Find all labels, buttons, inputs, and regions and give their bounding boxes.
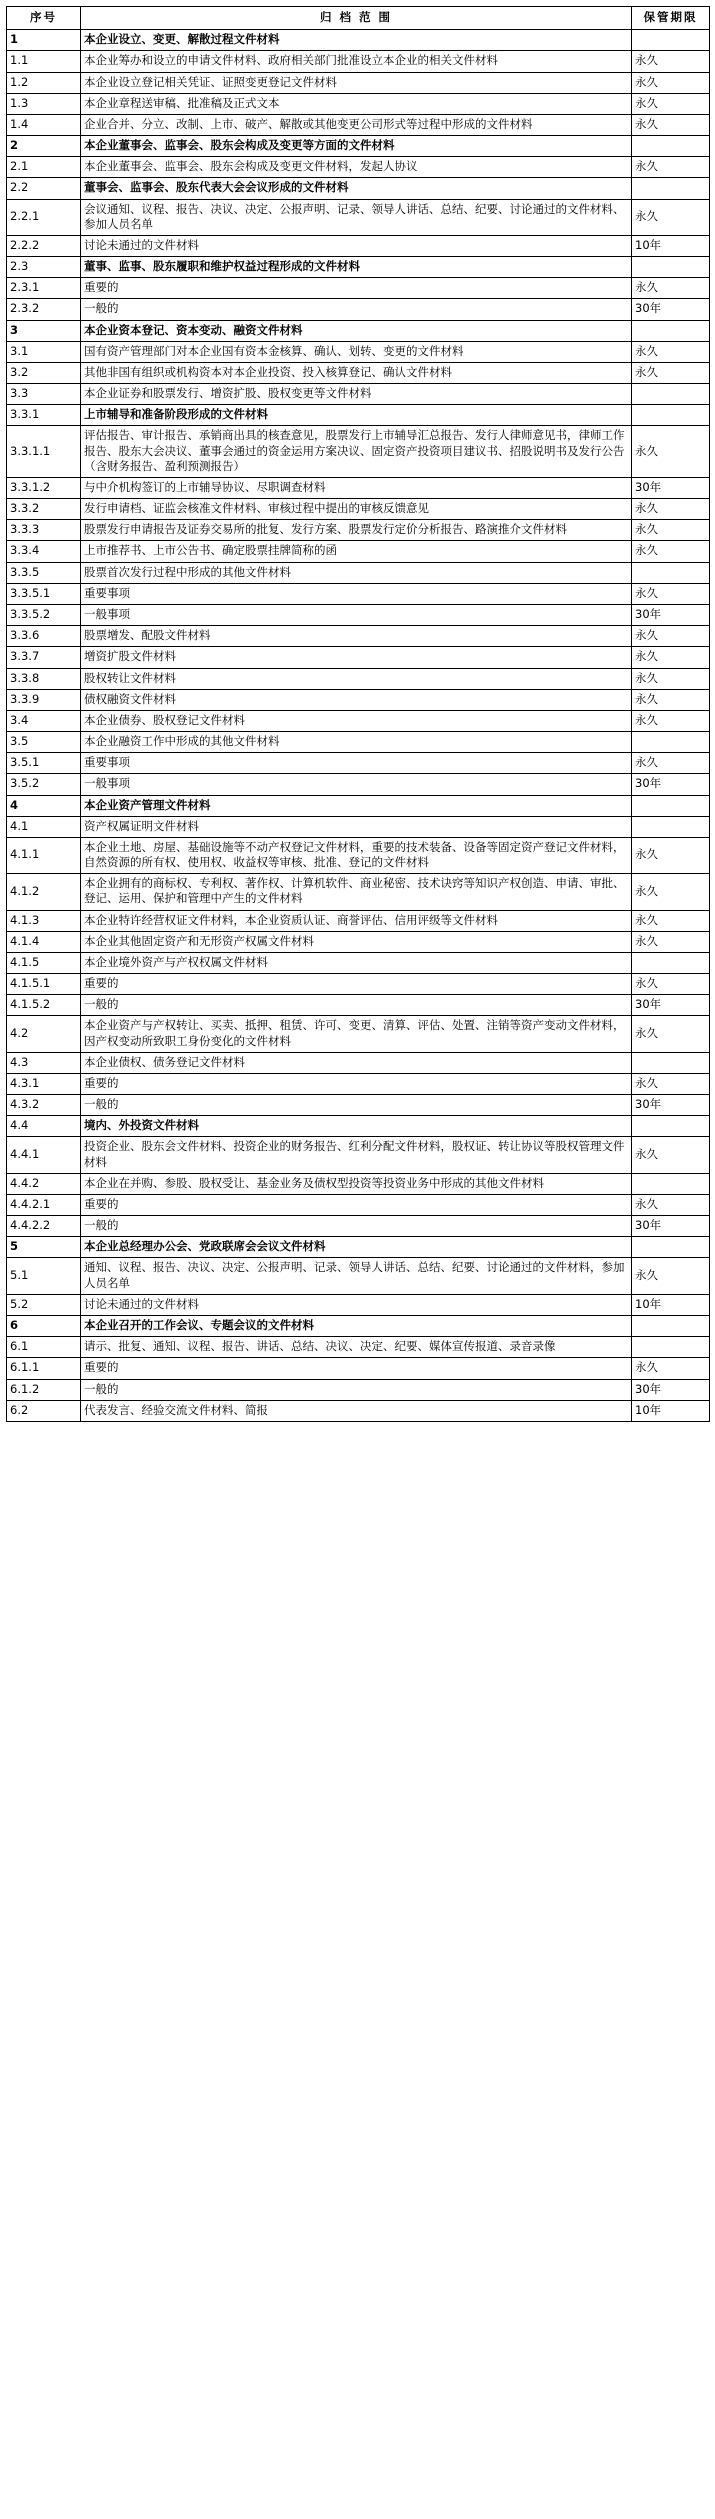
table-row [7,499,710,520]
cell-scope: 本企业资本登记、资本变动、融资文件材料 [81,320,632,341]
cell-scope: 境内、外投资文件材料 [81,1116,632,1137]
cell-scope: 一般的 [81,1379,632,1400]
cell-sequence: 4.2 [7,1016,81,1052]
table-header [7,7,710,30]
cell-sequence: 4.1.5.1 [7,974,81,995]
cell-scope: 董事、监事、股东履职和维护权益过程形成的文件材料 [81,257,632,278]
table-row [7,114,710,135]
cell-scope: 本企业董事会、监事会、股东会构成及变更文件材料，发起人协议 [81,157,632,178]
cell-retention-term: 永久 [632,93,710,114]
table-row [7,136,710,157]
cell-sequence: 4.4.2 [7,1173,81,1194]
table-row [7,710,710,731]
cell-scope: 请示、批复、通知、议程、报告、讲话、总结、决议、决定、纪要、媒体宣传报道、录音录像 [81,1337,632,1358]
cell-sequence: 3.3.1 [7,405,81,426]
cell-scope: 重要事项 [81,753,632,774]
cell-retention-term [632,1173,710,1194]
cell-sequence: 4.1 [7,816,81,837]
archive-scope-table [6,6,710,1422]
table-row [7,689,710,710]
cell-retention-term: 30年 [632,1216,710,1237]
cell-retention-term: 永久 [632,426,710,478]
cell-sequence: 1.1 [7,51,81,72]
cell-retention-term: 30年 [632,1379,710,1400]
cell-scope: 投资企业、股东会文件材料、投资企业的财务报告、红利分配文件材料，股权证、转让协议等股权管理文件材料 [81,1137,632,1173]
cell-retention-term [632,384,710,405]
table-row [7,1095,710,1116]
cell-retention-term: 永久 [632,710,710,731]
cell-retention-term: 永久 [632,753,710,774]
table-row [7,952,710,973]
table-row [7,257,710,278]
cell-sequence: 3.3.2 [7,499,81,520]
cell-retention-term: 永久 [632,1358,710,1379]
cell-scope: 国有资产管理部门对本企业国有资本金核算、确认、划转、变更的文件材料 [81,341,632,362]
cell-scope: 企业合并、分立、改制、上市、破产、解散或其他变更公司形式等过程中形成的文件材料 [81,114,632,135]
cell-scope: 本企业筹办和设立的申请文件材料、政府相关部门批准设立本企业的相关文件材料 [81,51,632,72]
cell-scope: 一般事项 [81,604,632,625]
cell-sequence: 6.2 [7,1400,81,1421]
cell-scope: 重要的 [81,1358,632,1379]
cell-scope: 股票发行申请报告及证券交易所的批复、发行方案、股票发行定价分析报告、路演推介文件材料 [81,520,632,541]
cell-retention-term: 永久 [632,583,710,604]
cell-sequence: 3.1 [7,341,81,362]
table-row [7,199,710,235]
table-row [7,341,710,362]
cell-retention-term: 10年 [632,1400,710,1421]
cell-retention-term: 10年 [632,1294,710,1315]
cell-retention-term: 永久 [632,974,710,995]
column-header-term: 保管期限 [632,7,710,30]
cell-scope: 资产权属证明文件材料 [81,816,632,837]
cell-scope: 通知、议程、报告、决议、决定、公报声明、记录、领导人讲话、总结、纪要、讨论通过的文件材料，参加人员名单 [81,1258,632,1294]
cell-scope: 本企业土地、房屋、基础设施等不动产权登记文件材料，重要的技术装备、设备等固定资产登记文件材料，自然资源的所有权、使用权、收益权等审核、批准、登记的文件材料 [81,837,632,873]
cell-retention-term [632,562,710,583]
table-row [7,1073,710,1094]
cell-scope: 增资扩股文件材料 [81,647,632,668]
cell-retention-term: 永久 [632,114,710,135]
cell-scope: 本企业在并购、参股、股权受让、基金业务及债权型投资等投资业务中形成的其他文件材料 [81,1173,632,1194]
table-row [7,178,710,199]
cell-sequence: 3.3.4 [7,541,81,562]
cell-retention-term: 永久 [632,499,710,520]
cell-sequence: 6 [7,1316,81,1337]
cell-sequence: 3.4 [7,710,81,731]
cell-sequence: 3.5.1 [7,753,81,774]
cell-retention-term: 永久 [632,1016,710,1052]
cell-retention-term [632,178,710,199]
cell-retention-term [632,952,710,973]
cell-retention-term [632,1316,710,1337]
table-row [7,299,710,320]
cell-retention-term [632,1116,710,1137]
cell-retention-term: 30年 [632,774,710,795]
cell-retention-term: 10年 [632,235,710,256]
cell-sequence: 4.1.3 [7,910,81,931]
cell-retention-term: 永久 [632,931,710,952]
cell-sequence: 5 [7,1237,81,1258]
cell-sequence: 4.1.5 [7,952,81,973]
cell-sequence: 3.3.7 [7,647,81,668]
cell-scope: 董事会、监事会、股东代表大会会议形成的文件材料 [81,178,632,199]
table-row [7,647,710,668]
table-row [7,837,710,873]
table-row [7,51,710,72]
cell-scope: 上市辅导和准备阶段形成的文件材料 [81,405,632,426]
cell-retention-term: 30年 [632,477,710,498]
cell-sequence: 4.3 [7,1052,81,1073]
cell-retention-term [632,405,710,426]
table-row [7,278,710,299]
cell-sequence: 5.1 [7,1258,81,1294]
table-row [7,541,710,562]
cell-sequence: 4 [7,795,81,816]
cell-retention-term [632,1237,710,1258]
table-row [7,1379,710,1400]
cell-sequence: 4.3.1 [7,1073,81,1094]
cell-retention-term [632,1337,710,1358]
table-row [7,320,710,341]
table-row [7,974,710,995]
table-row [7,1052,710,1073]
cell-retention-term [632,30,710,51]
cell-retention-term: 永久 [632,689,710,710]
cell-scope: 一般的 [81,995,632,1016]
cell-scope: 本企业董事会、监事会、股东会构成及变更等方面的文件材料 [81,136,632,157]
table-row [7,1258,710,1294]
cell-scope: 本企业其他固定资产和无形资产权属文件材料 [81,931,632,952]
cell-scope: 股权转让文件材料 [81,668,632,689]
cell-scope: 其他非国有组织或机构资本对本企业投资、投入核算登记、确认文件材料 [81,362,632,383]
cell-retention-term: 永久 [632,1194,710,1215]
cell-scope: 本企业章程送审稿、批准稿及正式文本 [81,93,632,114]
cell-sequence: 4.1.5.2 [7,995,81,1016]
cell-sequence: 4.4.1 [7,1137,81,1173]
cell-scope: 重要的 [81,974,632,995]
cell-retention-term: 永久 [632,520,710,541]
cell-sequence: 2.2 [7,178,81,199]
cell-sequence: 4.4 [7,1116,81,1137]
cell-sequence: 3.3.1.2 [7,477,81,498]
table-row [7,1116,710,1137]
cell-scope: 代表发言、经验交流文件材料、简报 [81,1400,632,1421]
table-row [7,426,710,478]
cell-sequence: 1.4 [7,114,81,135]
cell-sequence: 3.5 [7,732,81,753]
cell-sequence: 4.1.2 [7,874,81,910]
cell-scope: 发行申请档、证监会核准文件材料、审核过程中提出的审核反馈意见 [81,499,632,520]
cell-sequence: 3.3.5.2 [7,604,81,625]
cell-retention-term: 30年 [632,299,710,320]
cell-sequence: 2.3.2 [7,299,81,320]
table-row [7,1137,710,1173]
cell-sequence: 5.2 [7,1294,81,1315]
table-row [7,1294,710,1315]
cell-scope: 本企业资产管理文件材料 [81,795,632,816]
cell-scope: 本企业总经理办公会、党政联席会会议文件材料 [81,1237,632,1258]
cell-scope: 重要的 [81,278,632,299]
cell-retention-term: 永久 [632,541,710,562]
cell-sequence: 4.1.4 [7,931,81,952]
cell-retention-term: 30年 [632,995,710,1016]
cell-scope: 本企业证券和股票发行、增资扩股、股权变更等文件材料 [81,384,632,405]
table-row [7,1337,710,1358]
cell-retention-term: 永久 [632,341,710,362]
cell-scope: 本企业设立登记相关凭证、证照变更登记文件材料 [81,72,632,93]
table-row [7,795,710,816]
table-row [7,910,710,931]
cell-scope: 本企业债券、股权登记文件材料 [81,710,632,731]
cell-scope: 本企业境外资产与产权权属文件材料 [81,952,632,973]
table-row [7,1237,710,1258]
cell-scope: 债权融资文件材料 [81,689,632,710]
table-row [7,668,710,689]
table-row [7,362,710,383]
cell-sequence: 2.1 [7,157,81,178]
cell-scope: 上市推荐书、上市公告书、确定股票挂牌简称的函 [81,541,632,562]
table-row [7,1358,710,1379]
cell-scope: 一般事项 [81,774,632,795]
cell-sequence: 2.2.2 [7,235,81,256]
cell-scope: 会议通知、议程、报告、决议、决定、公报声明、记录、领导人讲话、总结、纪要、讨论通过的文件材料、参加人员名单 [81,199,632,235]
cell-retention-term: 永久 [632,874,710,910]
table-row [7,30,710,51]
table-row [7,753,710,774]
table-header-row [7,7,710,30]
cell-scope: 评估报告、审计报告、承销商出具的核查意见，股票发行上市辅导汇总报告、发行人律师意见书，律师工作报告、股东大会决议、董事会通过的资金运用方案决议、固定资产投资项目建议书、招股说明书及发行公告（含财务报告、盈利预测报告） [81,426,632,478]
cell-sequence: 4.4.2.1 [7,1194,81,1215]
table-row [7,1216,710,1237]
table-row [7,732,710,753]
table-row [7,626,710,647]
table-body [7,30,710,1422]
cell-scope: 股票增发、配股文件材料 [81,626,632,647]
cell-scope: 一般的 [81,1095,632,1116]
cell-retention-term [632,1052,710,1073]
cell-scope: 一般的 [81,1216,632,1237]
table-row [7,562,710,583]
cell-retention-term: 30年 [632,1095,710,1116]
column-header-sequence: 序号 [7,7,81,30]
cell-scope: 本企业设立、变更、解散过程文件材料 [81,30,632,51]
table-row [7,235,710,256]
table-row [7,995,710,1016]
cell-retention-term: 永久 [632,51,710,72]
cell-retention-term: 永久 [632,199,710,235]
table-row [7,1194,710,1215]
cell-sequence: 2.3.1 [7,278,81,299]
cell-sequence: 3.3.6 [7,626,81,647]
cell-retention-term [632,795,710,816]
cell-retention-term: 永久 [632,910,710,931]
cell-scope: 本企业特许经营权证文件材料，本企业资质认证、商誉评估、信用评级等文件材料 [81,910,632,931]
cell-scope: 与中介机构签订的上市辅导协议、尽职调查材料 [81,477,632,498]
cell-retention-term [632,816,710,837]
table-row [7,1316,710,1337]
cell-scope: 讨论未通过的文件材料 [81,1294,632,1315]
cell-scope: 一般的 [81,299,632,320]
table-row [7,1173,710,1194]
cell-sequence: 6.1.1 [7,1358,81,1379]
cell-sequence: 3.3.8 [7,668,81,689]
table-row [7,93,710,114]
table-row [7,774,710,795]
cell-retention-term: 永久 [632,1073,710,1094]
cell-sequence: 3.3.5.1 [7,583,81,604]
cell-retention-term: 永久 [632,72,710,93]
table-row [7,520,710,541]
table-row [7,816,710,837]
cell-retention-term: 永久 [632,837,710,873]
cell-sequence: 6.1 [7,1337,81,1358]
table-row [7,157,710,178]
cell-sequence: 3 [7,320,81,341]
cell-retention-term: 永久 [632,668,710,689]
cell-retention-term: 永久 [632,278,710,299]
cell-sequence: 2.3 [7,257,81,278]
cell-sequence: 2 [7,136,81,157]
table-row [7,405,710,426]
table-row [7,477,710,498]
cell-sequence: 4.4.2.2 [7,1216,81,1237]
table-row [7,72,710,93]
table-row [7,931,710,952]
table-row [7,1400,710,1421]
cell-retention-term [632,136,710,157]
cell-sequence: 3.3.9 [7,689,81,710]
cell-retention-term: 永久 [632,1258,710,1294]
cell-scope: 本企业融资工作中形成的其他文件材料 [81,732,632,753]
cell-scope: 本企业拥有的商标权、专利权、著作权、计算机软件、商业秘密、技术诀窍等知识产权创造、申请、审批、登记、运用、保护和管理中产生的文件材料 [81,874,632,910]
column-header-scope: 归 档 范 围 [81,7,632,30]
cell-retention-term [632,320,710,341]
table-row [7,384,710,405]
cell-scope: 重要事项 [81,583,632,604]
cell-retention-term: 30年 [632,604,710,625]
cell-sequence: 6.1.2 [7,1379,81,1400]
cell-scope: 股票首次发行过程中形成的其他文件材料 [81,562,632,583]
cell-sequence: 4.1.1 [7,837,81,873]
cell-retention-term: 永久 [632,1137,710,1173]
cell-sequence: 3.3.5 [7,562,81,583]
cell-scope: 本企业召开的工作会议、专题会议的文件材料 [81,1316,632,1337]
cell-sequence: 1.2 [7,72,81,93]
cell-scope: 讨论未通过的文件材料 [81,235,632,256]
table-row [7,583,710,604]
cell-sequence: 2.2.1 [7,199,81,235]
cell-sequence: 1 [7,30,81,51]
cell-retention-term: 永久 [632,362,710,383]
table-row [7,1016,710,1052]
cell-retention-term [632,257,710,278]
cell-sequence: 3.5.2 [7,774,81,795]
table-row [7,604,710,625]
cell-scope: 重要的 [81,1073,632,1094]
cell-sequence: 3.2 [7,362,81,383]
cell-sequence: 3.3 [7,384,81,405]
cell-retention-term: 永久 [632,626,710,647]
cell-sequence: 3.3.1.1 [7,426,81,478]
cell-retention-term: 永久 [632,157,710,178]
cell-scope: 本企业债权、债务登记文件材料 [81,1052,632,1073]
cell-scope: 本企业资产与产权转让、买卖、抵押、租赁、许可、变更、清算、评估、处置、注销等资产变动文件材料，因产权变动所致职工身份变化的文件材料 [81,1016,632,1052]
cell-scope: 重要的 [81,1194,632,1215]
cell-sequence: 1.3 [7,93,81,114]
table-row [7,874,710,910]
cell-retention-term: 永久 [632,647,710,668]
cell-sequence: 3.3.3 [7,520,81,541]
cell-retention-term [632,732,710,753]
cell-sequence: 4.3.2 [7,1095,81,1116]
